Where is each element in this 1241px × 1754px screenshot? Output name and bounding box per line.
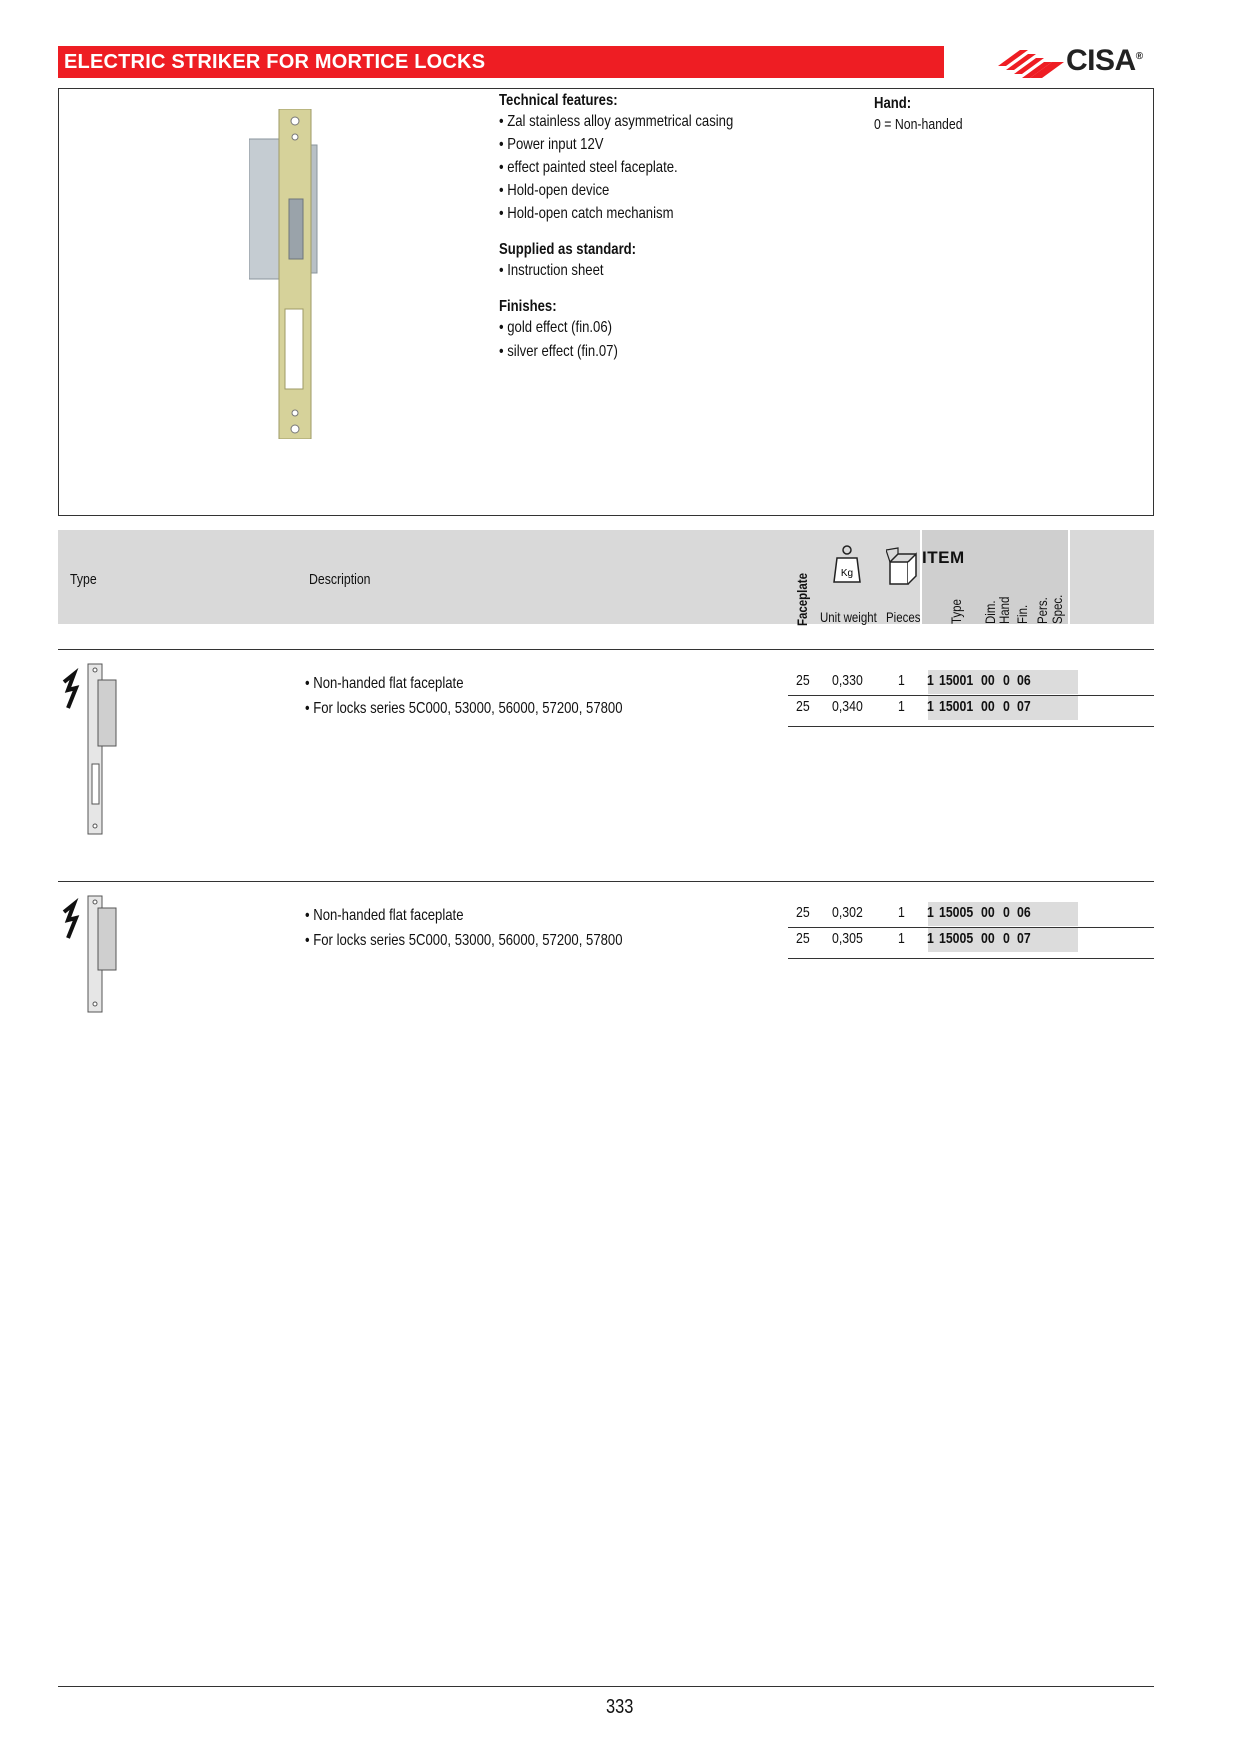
- cell-type: 1: [927, 672, 934, 689]
- technical-feature-item: • effect painted steel faceplate.: [499, 159, 678, 176]
- product-photo: [249, 109, 369, 439]
- cell-pieces: 1: [898, 904, 905, 921]
- product-description-line: • Non-handed flat faceplate: [305, 675, 464, 692]
- item-col-pers: Pers.: [1034, 597, 1050, 624]
- row-divider: [788, 927, 1154, 928]
- brand-name: CISA®: [1066, 44, 1143, 77]
- cell-dim: 00: [981, 672, 995, 689]
- technical-feature-item: • Hold-open catch mechanism: [499, 205, 674, 222]
- cell-hand: 0: [1003, 904, 1010, 921]
- box-icon: [886, 544, 918, 586]
- cell-dim: 00: [981, 930, 995, 947]
- product-description-line: • For locks series 5C000, 53000, 56000, 57200, 57800: [305, 932, 623, 949]
- finishes-title: Finishes:: [499, 298, 557, 315]
- cell-type: 1: [927, 904, 934, 921]
- title-bar: [58, 46, 944, 78]
- cell-faceplate: 25: [796, 698, 810, 715]
- row-divider: [788, 958, 1154, 959]
- supplied-item: • Instruction sheet: [499, 262, 604, 279]
- technical-feature-item: • Zal stainless alloy asymmetrical casing: [499, 113, 734, 130]
- cell-pieces: 1: [898, 930, 905, 947]
- item-col-fin: Fin.: [1014, 604, 1030, 624]
- section-divider: [58, 881, 1154, 882]
- item-col-spec: Spec.: [1049, 594, 1065, 624]
- cell-weight: 0,340: [832, 698, 863, 715]
- cell-pieces: 1: [898, 698, 905, 715]
- product-thumbnail: [62, 660, 122, 836]
- page-title: ELECTRIC STRIKER FOR MORTICE LOCKS: [64, 51, 486, 73]
- footer-divider: [58, 1686, 1154, 1687]
- cell-fin: 07: [1017, 930, 1031, 947]
- cell-weight: 0,305: [832, 930, 863, 947]
- cell-weight: 0,302: [832, 904, 863, 921]
- column-type: Type: [70, 571, 97, 588]
- row-divider: [788, 726, 1154, 727]
- product-description-line: • For locks series 5C000, 53000, 56000, 57200, 57800: [305, 700, 623, 717]
- hand-title: Hand:: [874, 95, 912, 112]
- cell-code: 15005: [939, 930, 974, 947]
- cell-dim: 00: [981, 904, 995, 921]
- cell-type: 1: [927, 698, 934, 715]
- product-thumbnail: [62, 894, 122, 1014]
- column-unit-weight: Unit weight: [820, 609, 877, 625]
- cell-fin: 07: [1017, 698, 1031, 715]
- supplied-title: Supplied as standard:: [499, 241, 637, 258]
- cell-faceplate: 25: [796, 672, 810, 689]
- item-col-hand: Hand: [996, 596, 1012, 624]
- product-description-line: • Non-handed flat faceplate: [305, 907, 464, 924]
- cell-hand: 0: [1003, 698, 1010, 715]
- cell-dim: 00: [981, 698, 995, 715]
- technical-feature-item: • Hold-open device: [499, 182, 610, 199]
- row-divider: [788, 695, 1154, 696]
- weight-icon: [832, 544, 862, 586]
- finish-item: • silver effect (fin.07): [499, 343, 618, 360]
- cell-hand: 0: [1003, 672, 1010, 689]
- cell-weight: 0,330: [832, 672, 863, 689]
- cell-faceplate: 25: [796, 904, 810, 921]
- finish-item: • gold effect (fin.06): [499, 319, 613, 336]
- hand-value: 0 = Non-handed: [874, 116, 963, 133]
- cell-faceplate: 25: [796, 930, 810, 947]
- section-divider: [58, 649, 1154, 650]
- cell-hand: 0: [1003, 930, 1010, 947]
- technical-features-title: Technical features:: [499, 92, 618, 109]
- column-pieces: Pieces: [886, 609, 921, 625]
- item-col-type: Type: [948, 599, 964, 624]
- cell-code: 15001: [939, 698, 974, 715]
- cell-code: 15005: [939, 904, 974, 921]
- page-number: 333: [606, 1696, 634, 1718]
- cell-code: 15001: [939, 672, 974, 689]
- column-description: Description: [309, 571, 371, 588]
- cell-fin: 06: [1017, 904, 1031, 921]
- svg-text:Kg: Kg: [840, 568, 854, 579]
- column-faceplate: Faceplate: [794, 573, 810, 626]
- cell-pieces: 1: [898, 672, 905, 689]
- cell-type: 1: [927, 930, 934, 947]
- item-title: ITEM: [922, 548, 965, 567]
- cell-fin: 06: [1017, 672, 1031, 689]
- technical-feature-item: • Power input 12V: [499, 136, 604, 153]
- item-col-dim: Dim.: [982, 600, 998, 624]
